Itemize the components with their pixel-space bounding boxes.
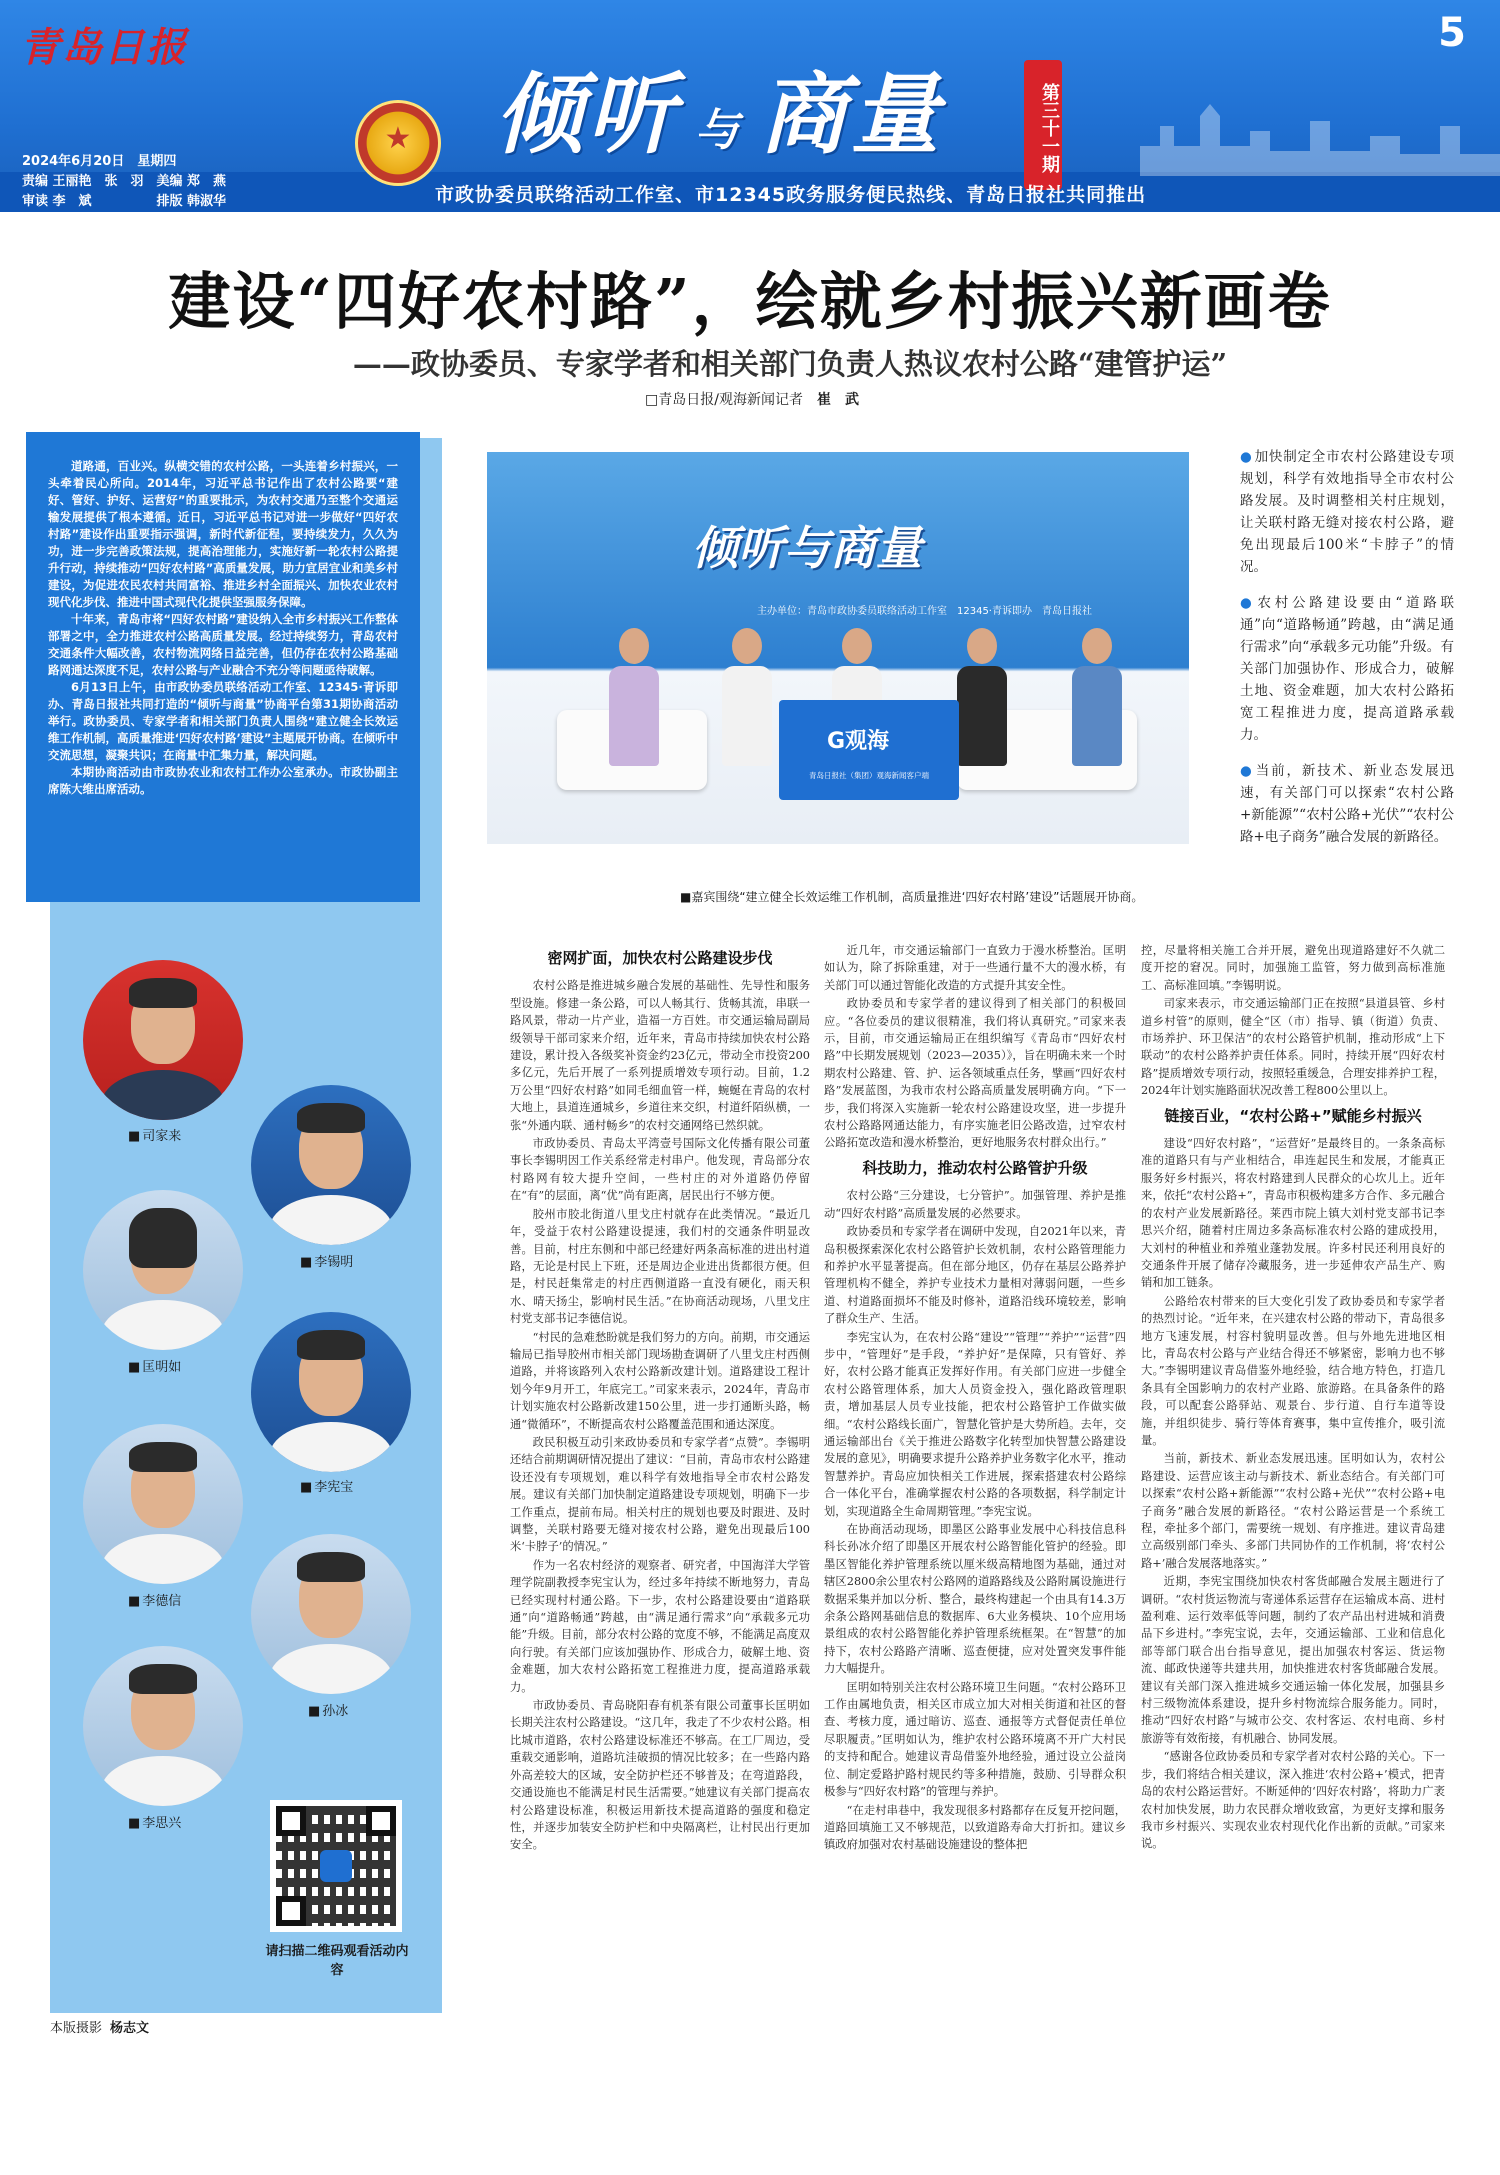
guanhai-logo-icon bbox=[320, 1850, 352, 1882]
body-column-2 bbox=[824, 942, 1126, 1977]
section-heading: 链接百业，“农村公路+”赋能乡村振兴 bbox=[1164, 1106, 1422, 1125]
page-number: 5 bbox=[1438, 10, 1466, 56]
qr-code[interactable] bbox=[270, 1800, 402, 1932]
main-photo bbox=[487, 452, 1189, 844]
body-paragraph: “村民的急难愁盼就是我们努力的方向。前期，市交通运输局已指导胶州市相关部门现场勘查调研了八里戈庄村西侧道路，并将该路列入农村公路新改建计划。道路建设工程计划今年9月开工，年底完工。”司家来表示，2024年，青岛市计划实施农村公路新改建150公里，进一步打通断头路，畅通“微循环”，不断提高农村公路覆盖范围和通达深度。 bbox=[510, 1330, 810, 1431]
organizers-line: 市政协委员联络活动工作室、市12345政务服务便民热线、青岛日报社共同推出 bbox=[435, 184, 1147, 206]
edition-info bbox=[22, 152, 226, 212]
body-paragraph: “在走村串巷中，我发现很多村路都存在反复开挖问题，道路回填施工又不够规范，以致道路寿命大打折扣。建议乡镇政府加强对农村基础设施建设的整体把 bbox=[824, 1803, 1126, 1852]
portrait-name: ■ 李宪宝 bbox=[300, 1476, 353, 1495]
qr-caption: 请扫描二维码观看活动内容 bbox=[265, 1944, 409, 1978]
portrait-photo bbox=[83, 1424, 243, 1584]
photo-caption: ■ 嘉宾围绕“建立健全长效运维工作机制，高质量推进‘四好农村路’建设”话题展开协商。 bbox=[680, 888, 1143, 905]
lead-paragraph: 十年来，青岛市将“四好农村路”建设纳入全市乡村振兴工作整体部署之中，全力推进农村公路高质量发展。经过持续努力，青岛农村交通条件大幅改善，农村物流网络日益完善，但仍存在农村公路基础路网通达深度不足，农村公路与产业融合不充分等问题亟待破解。 bbox=[48, 612, 398, 677]
body-paragraph: 胶州市胶北街道八里戈庄村就存在此类情况。“最近几年，受益于农村公路建设提速，我们村的交通条件明显改善。目前，村庄东侧和中部已经建好两条高标准的进出村道路，无论是村民上下班，还是周边企业进出货都很方便。但是，村民赶集常走的村庄西侧道路一直没有硬化，雨天积水、晴天扬尘，影响村民生活。”在协商活动现场，八里戈庄村党支部书记李德信说。 bbox=[510, 1207, 810, 1326]
portrait-name: ■ 匡明如 bbox=[128, 1356, 181, 1375]
portrait-photo bbox=[251, 1534, 411, 1694]
body-paragraph: 公路给农村带来的巨大变化引发了政协委员和专家学者的热烈讨论。“近年来，在兴建农村公路的带动下，青岛很多地方飞速发展，村容村貌明显改善。但与外地先进地区相比，青岛农村公路与产业结合得还不够紧密，影响力也不够大。”李锡明建议青岛借鉴外地经验，结合地方特色，打造几条具有全国影响力的农村产业路、旅游路。在具备条件的路段，可以配套公路驿站、观景台、步行道、自行车道等设施，并组织徒步、骑行等体育赛事，集中宣传推介，吸引流量。 bbox=[1141, 1294, 1445, 1447]
desk-text: 青岛日报社（集团）观海新闻客户端 bbox=[809, 771, 929, 780]
newspaper-logo: 青岛日报 bbox=[20, 24, 188, 71]
body-paragraph: 市政协委员、青岛太平湾壹号国际文化传播有限公司董事长李锡明因工作关系经常走村串户。他发现，青岛部分农村路网有较大提升空间，一些村庄的对外道路仍停留在“有”的层面，离“优”尚有距离，居民出行不够方便。 bbox=[510, 1137, 810, 1203]
body-paragraph: 农村公路“三分建设，七分管护”。加强管理、养护是推动“四好农村路”高质量发展的必然要求。 bbox=[824, 1189, 1126, 1220]
portrait-name: ■ 司家来 bbox=[128, 1125, 181, 1144]
guest-figure bbox=[1072, 628, 1122, 768]
body-paragraph: 政民积极互动引来政协委员和专家学者“点赞”。李锡明还结合前期调研情况提出了建议：“目前，青岛市农村公路建设还没有专项规划，难以科学有效地指导全市农村公路发展。建议有关部门加快制定道路建设专项规划，明确下一步工作重点，提前布局。相关村庄的规划也要及时跟进、及时调整，关联村路要无缝对接农村公路，避免出现最后100米‘卡脖子’的情况。” bbox=[510, 1435, 810, 1554]
body-paragraph: 在协商活动现场，即墨区公路事业发展中心科技信息科科长孙冰介绍了即墨区开展农村公路智能化管护的经验。即墨区智能化养护管理系统以厘米级高精地图为基础，通过对辖区2800余公里农村公路网的道路路线及公路附属设施进行数据采集并加以分析、整合，最终构建起一个由具有14.3万余条公路网基础信息的数据库、6大业务模块、10个应用场景组成的农村公路智能化养护管理系统框架。在“智慧”的加持下，农村公路路产清晰、巡查便捷，应对处置突发事件能力大幅提升。 bbox=[824, 1523, 1126, 1676]
body-paragraph: 当前，新技术、新业态发展迅速。匡明如认为，农村公路建设、运营应该主动与新技术、新业态结合。有关部门可以探索“农村公路+新能源”“农村公路+光伏”“农村公路+电子商务”融合发展的新路径。“农村公路运营是一个系统工程，牵扯多个部门，需要统一规划、有序推进。建议青岛建立高级别部门牵头、多部门共同协作的工作机制，将‘农村公路+’融合发展落地落实。” bbox=[1141, 1452, 1445, 1570]
body-paragraph: 司家来表示，市交通运输部门正在按照“县道县管、乡村道乡村管”的原则，健全“区（市）指导、镇（街道）负责、市场养护、环卫保洁”的农村公路管护机制，推动形成“上下联动”的农村公路养护责任体系。同时，持续开展“四好农村路”提质增效专项行动，按照轻重缓急，合理安排养护工程，2024年计划实施路面状况改善工程800公里以上。 bbox=[1141, 997, 1445, 1098]
masthead bbox=[0, 0, 1500, 212]
lead-paragraph: 6月13日上午，由市政协委员联络活动工作室、12345·青诉即办、青岛日报社共同打造的“倾听与商量”协商平台第31期协商活动举行。政协委员、专家学者和相关部门负责人围绕“建立健全长效运维工作机制，高质量推进‘四好农村路’建设”主题展开协商。在倾听中交流思想，凝聚共识；在商量中汇集力量，解决问题。 bbox=[48, 680, 398, 762]
key-point: ● 当前，新技术、新业态发展迅速，有关部门可以探索“农村公路+新能源”“农村公路+光伏”“农村公路+电子商务”融合发展的新路径。 bbox=[1240, 760, 1454, 848]
lead-paragraph: 本期协商活动由市政协农业和农村工作办公室承办。市政协副主席陈大维出席活动。 bbox=[48, 765, 398, 796]
section-heading: 科技助力，推动农村公路管护升级 bbox=[862, 1158, 1088, 1177]
portrait-photo bbox=[251, 1312, 411, 1472]
desk-logo: G观海 bbox=[827, 729, 890, 754]
body-paragraph: 作为一名农村经济的观察者、研究者，中国海洋大学管理学院副教授李宪宝认为，经过多年持续不断地努力，青岛已经实现村村通公路。下一步，农村公路建设要由“道路联通”向“道路畅通”跨越，由“满足通行需求”向“承载多元功能”升级。目前，部分农村公路的宽度不够，不能满足高度双向行驶。有关部门应该加强协作、形成合力，破解土地、资金难题，加大农村公路拓宽工程推进力度，提高道路承载力。 bbox=[510, 1558, 810, 1694]
key-point: ● 加快制定全市农村公路建设专项规划，科学有效地指导全市农村公路发展。及时调整相关村庄规划，让关联村路无缝对接农村公路，避免出现最后100米“卡脖子”的情况。 bbox=[1240, 446, 1454, 578]
key-points bbox=[1240, 446, 1454, 862]
column-title-a: 倾听 bbox=[495, 62, 680, 166]
body-paragraph: 匡明如特别关注农村公路环境卫生问题。“农村公路环卫工作由属地负责，相关区市成立加大对相关街道和社区的督查、考核力度，通过暗访、巡查、通报等方式督促责任单位尽职履责。”匡明如认为，维护农村公路环境离不开广大村民的支持和配合。她建议青岛借鉴外地经验，通过设立公益岗位、制定爱路护路村规民约等多种措施，鼓励、引导群众积极参与“四好农村路”的管理与养护。 bbox=[824, 1680, 1126, 1799]
portrait-photo bbox=[251, 1085, 411, 1245]
editors-line-1: 责编 王丽艳 张 羽 美编 郑 燕 bbox=[22, 174, 227, 189]
photo-credit-name: 杨志文 bbox=[110, 2021, 150, 2036]
photo-credit-label: 本版摄影 bbox=[50, 2021, 103, 2036]
article-subheadline: ——政协委员、专家学者和相关部门负责人热议农村公路“建管护运” bbox=[352, 347, 1228, 381]
body-paragraph: 农村公路是推进城乡融合发展的基础性、先导性和服务型设施。修建一条公路，可以人畅其行、货畅其流，串联一路风景，带动一片产业，造福一方百姓。市交通运输局副局级领导干部司家来介绍，近年来，青岛市持续加快农村公路建设，累计投入各级奖补资金约23亿元，带动全市投资200多亿元，先后开展了一系列提质增效专项行动。目前，1.2万公里“四好农村路”如同毛细血管一样，蜿蜒在青岛的农村大地上，县道连通城乡，乡道往来交织，村道纤陌纵横，一张“外通内联、通村畅乡”的农村交通网络已然织就。 bbox=[510, 979, 810, 1132]
issue-badge: 第三十一期 bbox=[1024, 60, 1062, 190]
body-paragraph: 近期，李宪宝围绕加快农村客货邮融合发展主题进行了调研。“农村货运物流与寄递体系运营存在运输成本高、进村盈利难、运行效率低等问题，制约了农产品出村进城和消费品下乡进村。”李宪宝说，去年，交通运输部、工业和信息化部等部门联合出台指导意见，提出加强农村客运、货运物流、邮政快递等共建共用，加快推进农村客货邮融合发展。建议有关部门深入推进城乡交通运输一体化发展，加强县乡村三级物流体系建设，提升乡村物流综合服务能力。同时，推动“四好农村路”与城市公交、农村客运、农村电商、乡村旅游等有效衔接，有机融合、协同发展。 bbox=[1141, 1575, 1445, 1745]
portrait-photo bbox=[83, 1190, 243, 1350]
portrait-name: ■ 李思兴 bbox=[128, 1812, 181, 1831]
section-heading: 密网扩面，加快农村公路建设步伐 bbox=[547, 949, 773, 967]
photo-credit bbox=[50, 2017, 149, 2036]
backdrop-subtitle: 主办单位：青岛市政协委员联络活动工作室 12345·青诉即办 青岛日报社 bbox=[757, 606, 1092, 617]
column-title-c: 商量 bbox=[759, 62, 944, 166]
key-point: ● 农村公路建设要由“道路联通”向“道路畅通”跨越，由“满足通行需求”向“承载多元功能”升级。有关部门加强协作、形成合力，破解土地、资金难题，加大农村公路拓宽工程推进力度，提高道路承载力。 bbox=[1240, 592, 1454, 746]
body-paragraph: 政协委员和专家学者在调研中发现，自2021年以来，青岛积极探索深化农村公路管护长效机制，农村公路管理能力和养护水平显著提高。但在部分地区，仍存在基层公路养护管理机构不健全，养护专业技术力量相对薄弱问题，一些乡道、村道路面损坏不能及时修补，道路沿线环境较差，影响了群众生产、生活。 bbox=[824, 1225, 1126, 1326]
cppcc-emblem-icon: ★ bbox=[355, 100, 441, 186]
body-column-1 bbox=[510, 942, 810, 1977]
backdrop-title: 倾听与商量 bbox=[692, 521, 922, 575]
editors-line-2: 审读 李 斌 排版 韩淑华 bbox=[22, 194, 227, 209]
body-paragraph: 近几年，市交通运输部门一直致力于漫水桥整治。匡明如认为，除了拆除重建，对于一些通行量不大的漫水桥，有关部门可以通过智能化改造的方式提升其安全性。 bbox=[824, 944, 1126, 992]
portrait-name: ■ 李德信 bbox=[128, 1590, 181, 1609]
lead-paragraph: 道路通，百业兴。纵横交错的农村公路，一头连着乡村振兴，一头牵着民心所向。2014年，习近平总书记作出了农村公路要“建好、管好、护好、运营好”的重要批示，为农村交通乃至整个交通运输发展提供了根本遵循。近日，习近平总书记对进一步做好“四好农村路”建设作出重要指示强调，新时代新征程，要持续发力，久久为功，进一步完善政策法规，提高治理能力，实施好新一轮农村公路提升行动，持续推动“四好农村路”高质量发展，助力宜居宜业和美乡村建设，为促进农民农村共同富裕、推进乡村全面振兴、加快农业农村现代化步伐、推进中国式现代化提供坚强服务保障。 bbox=[48, 459, 398, 609]
body-paragraph: 李宪宝认为，在农村公路“建设”“管理”“养护”“运营”四步中，“管理好”是手段，“养护好”是保障，只有管好、养好，农村公路才能真正发挥好作用。有关部门应进一步健全农村公路管理体系，加大人员资金投入，强化路政管理职责，增加基层人员专业技能，把农村公路管护工作做实做细。“农村公路线长面广，智慧化管护是大势所趋。去年，交通运输部出台《关于推进公路数字化转型加快智慧公路建设发展的意见》，明确要求提升公路养护业务数字化水平，推动智慧养护。青岛应加快相关工作进展，探索搭建农村公路综合一体化平台，准确掌握农村公路的各项数据，科学制定计划，实现道路全生命周期管理。”李宪宝说。 bbox=[824, 1330, 1126, 1518]
column-title-b: 与 bbox=[695, 105, 744, 156]
guest-figure bbox=[722, 628, 772, 768]
portrait-name: ■ 李锡明 bbox=[300, 1251, 353, 1270]
article-headline: 建设“四好农村路”，绘就乡村振兴新画卷 bbox=[168, 265, 1332, 338]
column-title bbox=[495, 45, 943, 171]
body-paragraph: 建设“四好农村路”，“运营好”是最终目的。一条条高标准的道路只有与产业相结合，串连起民生和发展，才能真正服务好乡村振兴，将农村路建到人民群众的心坎儿上。近年来，依托“农村公路+”，青岛市积极构建多方合作、多元融合的农村产业发展新路径。莱西市院上镇大刘村党支部书记李思兴介绍，随着村庄周边多条高标准农村公路的建成投用，大刘村的种植业和养殖业蓬勃发展。许多村民还利用良好的交通条件开展了储存冷藏服务，进一步延伸农产品生产、购销和加工链条。 bbox=[1141, 1137, 1445, 1290]
edition-date: 2024年6月20日 星期四 bbox=[22, 154, 177, 169]
guest-figure bbox=[609, 628, 659, 768]
body-paragraph: 控，尽量将相关施工合并开展，避免出现道路建好不久就二度开挖的窘况。同时，加强施工监管，努力做到高标准施工、高标准回填。”李锡明说。 bbox=[1141, 944, 1445, 992]
city-skyline-icon bbox=[1140, 96, 1500, 176]
portrait-name: ■ 孙冰 bbox=[308, 1700, 348, 1719]
byline bbox=[645, 389, 859, 409]
body-paragraph: “感谢各位政协委员和专家学者对农村公路的关心。下一步，我们将结合相关建议，深入推进‘农村公路+’模式，把青岛的农村公路运营好。不断延伸的‘四好农村路’，将助力广袤农村加快发展，助力农民群众增收致富，为更好支撑和服务我市乡村振兴、实现农业农村现代化作出新的贡献。”司家来说。 bbox=[1141, 1750, 1445, 1851]
byline-name: 崔 武 bbox=[816, 392, 859, 408]
portrait-photo bbox=[83, 960, 243, 1120]
portrait-photo bbox=[83, 1646, 243, 1806]
body-paragraph: 市政协委员、青岛晓阳春有机茶有限公司董事长匡明如长期关注农村公路建设。“这几年，我走了不少农村公路。相比城市道路，农村公路建设标准还不够高。在工厂周边，受重载交通影响，道路坑洼破损的情况比较多；在一些路内路外高差较大的区域，安全防护栏还不够普及；在弯道路段，交通设施也不能满足村民生活需要。”她建议有关部门提高农村公路建设标准，积极运用新技术提高道路的强度和稳定性，并逐步加装安全防护栏和中央隔离栏，让村民出行更加安全。 bbox=[510, 1699, 810, 1852]
guest-figure bbox=[957, 628, 1007, 768]
body-paragraph: 政协委员和专家学者的建议得到了相关部门的积极回应。“各位委员的建议很精准，我们将认真研究。”司家来表示，目前，市交通运输局正在组织编写《青岛市“四好农村路”中长期发展规划（2023—2035）》，旨在明确未来一个时期农村公路建、管、护、运各领域重点任务，擘画“四好农村路”发展蓝图，为我市农村公路高质量发展明确方向。“下一步，我们将深入实施新一轮农村公路建设攻坚，进一步提升农村公路路网通达能力，有序实施老旧公路改造，过窄农村公路拓宽改造和漫水桥整治，更好地服务农村群众出行。” bbox=[824, 997, 1126, 1150]
body-column-3 bbox=[1141, 942, 1445, 1977]
lead-box bbox=[26, 432, 420, 902]
byline-label: □青岛日报/观海新闻记者 bbox=[645, 392, 803, 408]
